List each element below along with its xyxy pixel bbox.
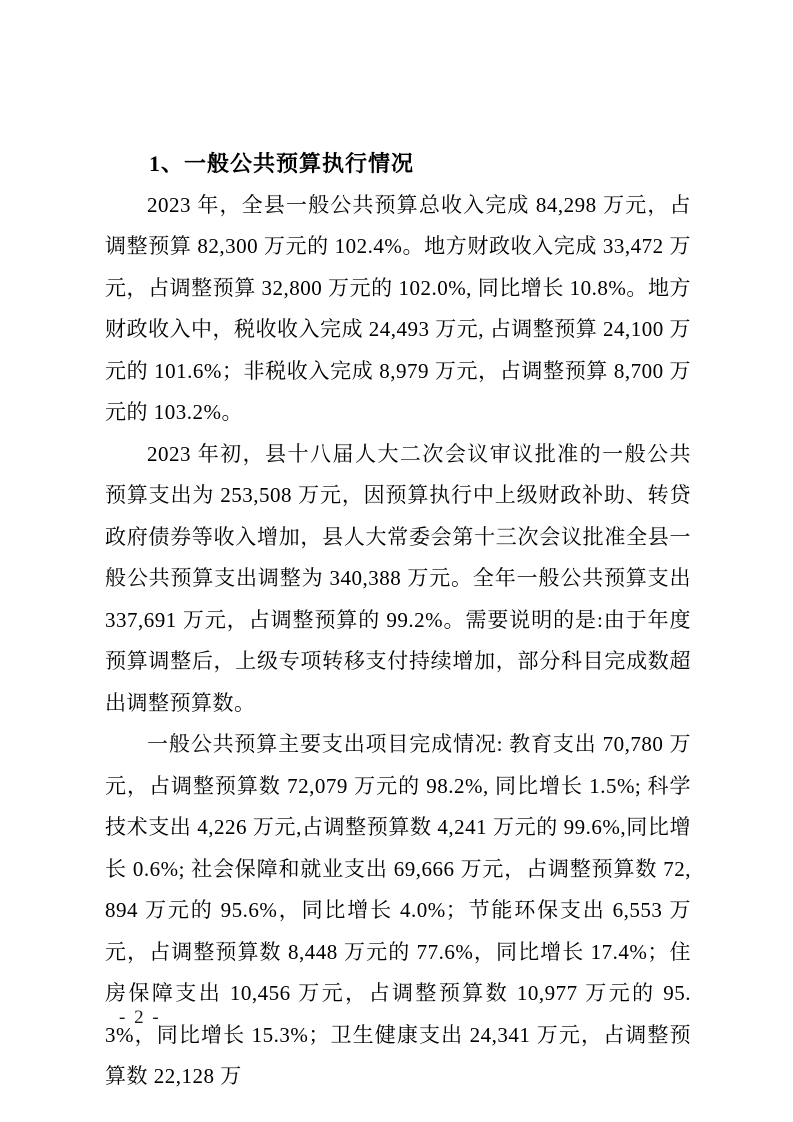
section-heading: 1、一般公共预算执行情况 — [149, 151, 415, 176]
paragraph-budget-expenditure-adjustment: 2023 年初，县十八届人大二次会议审议批准的一般公共预算支出为 253,508 万元，因预算执行中上级财政补助、转贷政府债券等收入增加，县人大常委会第十三次会议批准全县一般公共预算支出调整为 340,388 万元。全年一般公共预算支出 337,691 万元，占调整预算的 99.2%。需要说明的是:由于年度预算调整后，上级专项转移支付持续增加，部分科目完成数超出调整预算数。 — [105, 441, 691, 715]
page-number: - 2 - — [119, 1007, 161, 1028]
paragraph-budget-revenue: 2023 年，全县一般公共预算总收入完成 84,298 万元，占调整预算 82,300 万元的 102.4%。地方财政收入完成 33,472 万元，占调整预算 32,800 万元的 102.0%, 同比增长 10.8%。地方财政收入中，税收收入完成 24,493 万元, 占调整预算 24,100 万元的 101.6%；非税收入完成 8,979 万元，占调整预算 8,700 万元的 103.2%。 — [105, 192, 691, 424]
paragraph-main-expenditure-items: 一般公共预算主要支出项目完成情况: 教育支出 70,780 万元，占调整预算数 72,079 万元的 98.2%, 同比增长 1.5%; 科学技术支出 4,226 万元,占调整预算数 4,241 万元的 99.6%,同比增长 0.6%; 社会保障和就业支出 69,666 万元，占调整预算数 72,894 万元的 95.6%，同比增长 4.0%；节能环保支出 6,553 万元，占调整预算数 8,448 万元的 77.6%，同比增长 17.4%；住房保障支出 10,456 万元，占调整预算数 10,977 万元的 95.3%，同比增长 15.3%；卫生健康支出 24,341 万元，占调整预算数 22,128 万 — [105, 732, 691, 1088]
document-body — [105, 143, 691, 1098]
